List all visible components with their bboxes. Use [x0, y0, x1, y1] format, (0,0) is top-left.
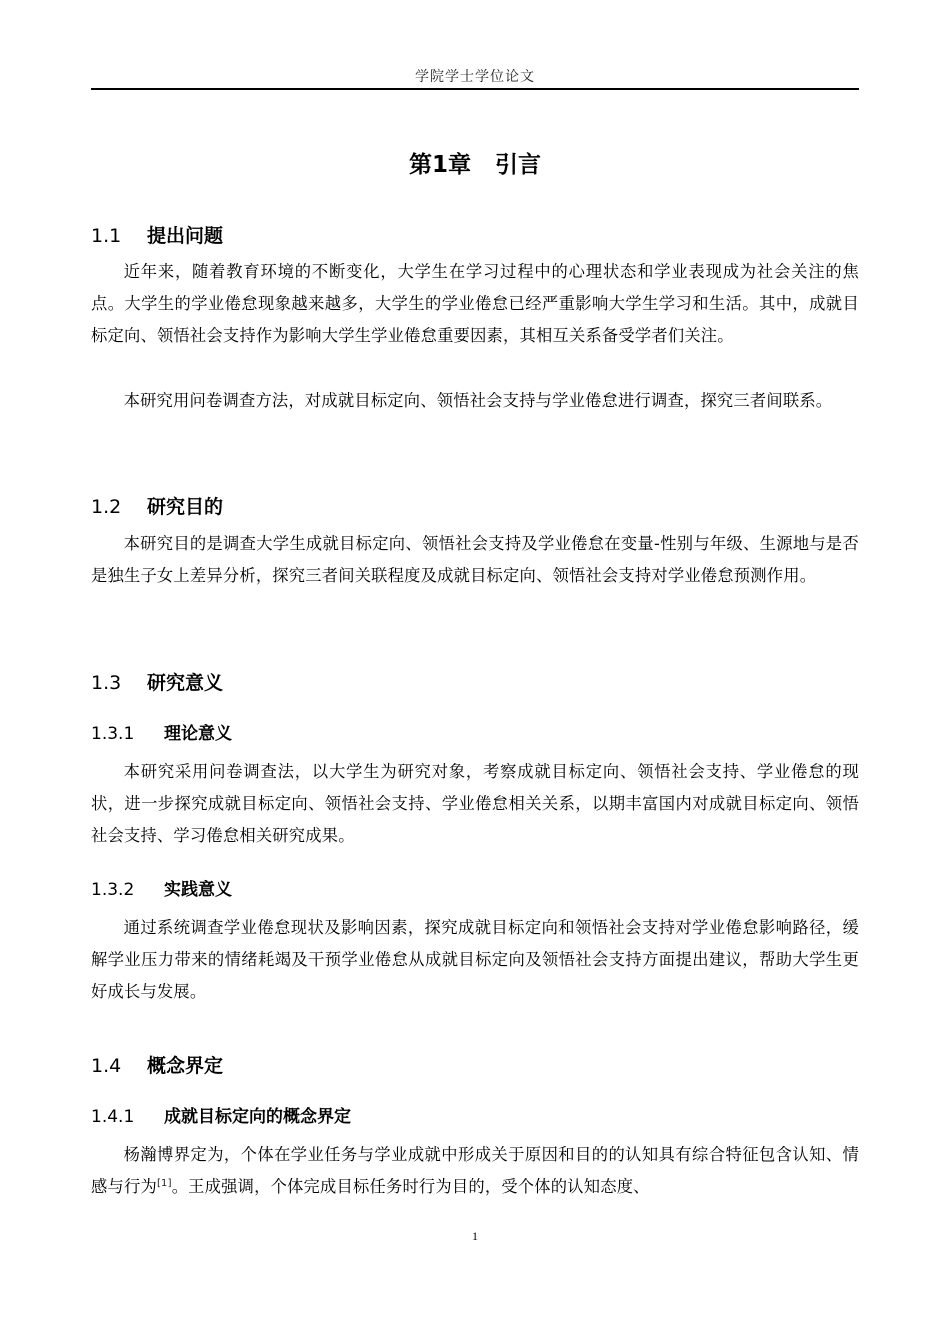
subsection-number: 1.3.1 [91, 724, 135, 744]
section-title: 概念界定 [147, 1055, 224, 1077]
subsection-title: 理论意义 [164, 724, 232, 744]
subsection-title: 成就目标定向的概念界定 [164, 1107, 351, 1127]
page-number: 1 [472, 1229, 478, 1243]
section-heading-1-1 [91, 221, 223, 248]
paragraph: 本研究采用问卷调查法，以大学生为研究对象，考察成就目标定向、领悟社会支持、学业倦怠的现状，进一步探究成就目标定向、领悟社会支持、学业倦怠相关关系，以期丰富国内对成就目标定向、领悟社会支持、学习倦怠相关研究成果。 [91, 762, 859, 846]
chapter-heading [91, 146, 859, 179]
paragraph [91, 1139, 859, 1203]
section-heading-1-2 [91, 492, 223, 519]
subsection-heading-1-3-1 [91, 719, 232, 744]
section-number: 1.1 [91, 225, 122, 247]
citation-ref[interactable]: [1] [156, 1178, 172, 1190]
section-title: 研究目的 [147, 496, 224, 518]
chapter-title: 引言 [495, 152, 541, 178]
running-header: 学院学士学位论文 [415, 69, 535, 85]
subsection-number: 1.3.2 [91, 880, 135, 900]
section-title: 提出问题 [147, 225, 224, 247]
paragraph-text: 。王成强调，个体完成目标任务时行为目的，受个体的认知态度、 [171, 1177, 650, 1197]
section-title: 研究意义 [147, 672, 224, 694]
section-heading-1-3 [91, 668, 223, 695]
subsection-heading-1-3-2 [91, 875, 232, 900]
section-heading-1-4 [91, 1051, 223, 1078]
paragraph: 近年来，随着教育环境的不断变化，大学生在学习过程中的心理状态和学业表现成为社会关注的焦点。大学生的学业倦怠现象越来越多，大学生的学业倦怠已经严重影响大学生学习和生活。其中，成就目标定向、领悟社会支持作为影响大学生学业倦怠重要因素，其相互关系备受学者们关注。 [91, 262, 859, 346]
header-rule [91, 88, 859, 90]
subsection-heading-1-4-1 [91, 1102, 351, 1127]
section-number: 1.2 [91, 496, 122, 518]
paragraph-text: 杨瀚博界定为，个体在学业任务与学业成就中形成关于原因和目的的认知具有综合特征包含认知、情感与行为 [91, 1145, 859, 1197]
subsection-title: 实践意义 [164, 880, 232, 900]
section-number: 1.3 [91, 672, 122, 694]
chapter-number: 第1章 [408, 152, 471, 178]
paragraph: 本研究用问卷调查方法，对成就目标定向、领悟社会支持与学业倦怠进行调查，探究三者间联系。 [123, 391, 833, 410]
subsection-number: 1.4.1 [91, 1107, 135, 1127]
paragraph: 通过系统调查学业倦怠现状及影响因素，探究成就目标定向和领悟社会支持对学业倦怠影响路径，缓解学业压力带来的情绪耗竭及干预学业倦怠从成就目标定向及领悟社会支持方面提出建议，帮助大学生更好成长与发展。 [91, 918, 859, 1002]
paragraph: 本研究目的是调查大学生成就目标定向、领悟社会支持及学业倦怠在变量-性别与年级、生源地与是否是独生子女上差异分析，探究三者间关联程度及成就目标定向、领悟社会支持对学业倦怠预测作用。 [91, 534, 859, 586]
section-number: 1.4 [91, 1055, 122, 1077]
